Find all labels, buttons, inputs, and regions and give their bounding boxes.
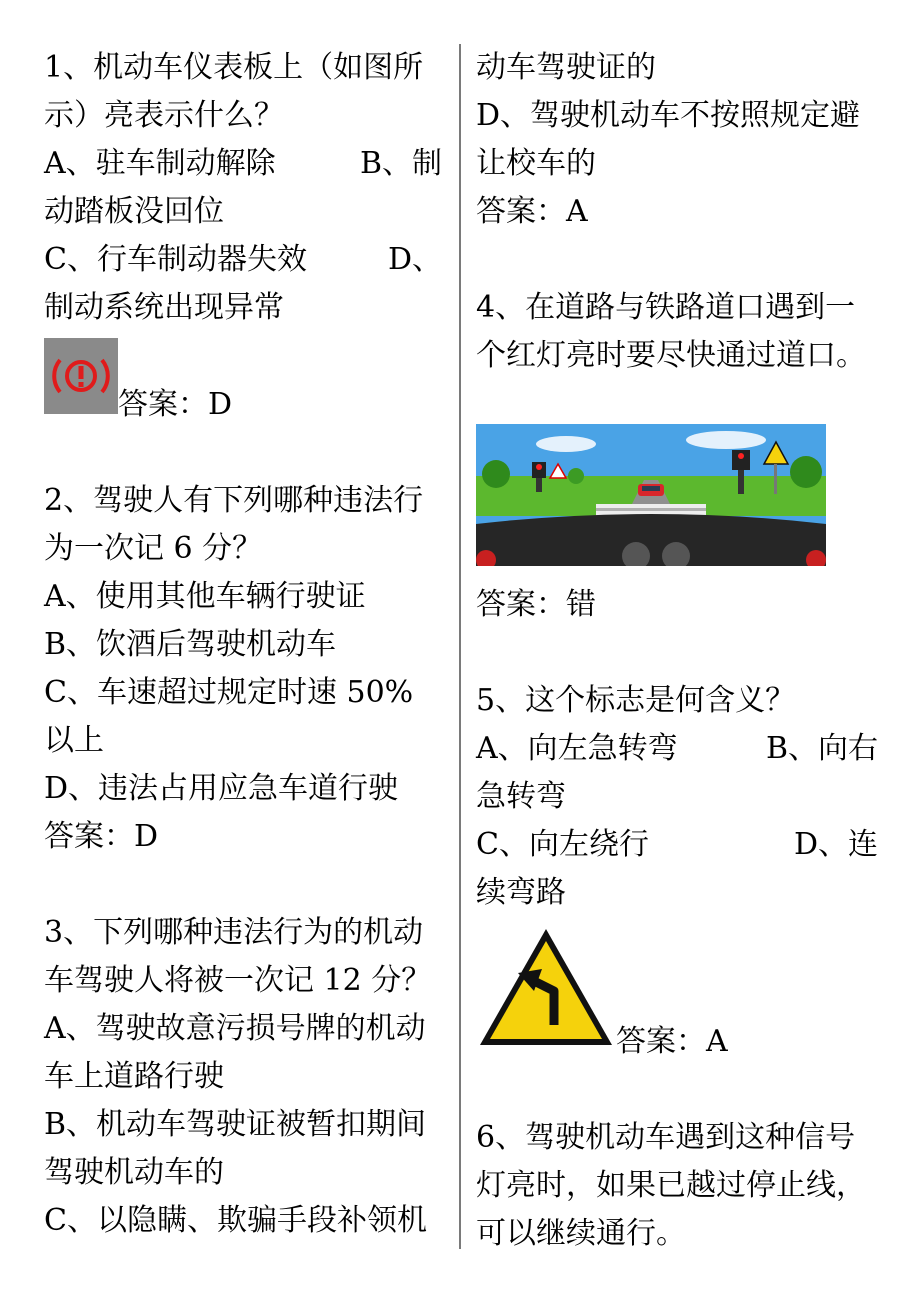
q5-option-c: C、向左绕行 <box>476 827 649 862</box>
q5-question: 5、这个标志是何含义？ <box>476 683 796 718</box>
q5-option-d: D、连 <box>793 827 878 862</box>
q1-option-a: A、驻车制动解除 <box>44 146 276 181</box>
q2-question-line-1: 2、驾驶人有下列哪种违法行 <box>44 483 424 518</box>
q2-option-a: A、使用其他车辆行驶证 <box>44 579 366 614</box>
q2-answer: 答案：D <box>44 819 159 854</box>
q5-option-b-cont: 急转弯 <box>476 779 566 814</box>
q5-answer: 答案：A <box>616 1024 728 1059</box>
q1-question-line-1: 1、机动车仪表板上（如图所 <box>44 50 424 85</box>
q6-question-line-3: 可以继续通行。 <box>476 1216 686 1251</box>
q4-question-line-2: 个红灯亮时要尽快通过道口。 <box>476 338 866 373</box>
q1-question-line-2: 示）亮表示什么？ <box>44 98 284 133</box>
q3-option-b-line-1: B、机动车驾驶证被暂扣期间 <box>44 1107 427 1142</box>
q6-question-line-2: 灯亮时，如果已越过停止线， <box>476 1168 866 1203</box>
railway-crossing-scene-image <box>476 424 878 581</box>
q1-option-b-cont: 动踏板没回位 <box>44 194 224 229</box>
q3-option-a-line-1: A、驾驶故意污损号牌的机动 <box>44 1011 426 1046</box>
question-3 <box>44 909 442 1245</box>
sharp-left-turn-sign-icon <box>476 925 616 1066</box>
q6-question-line-1: 6、驾驶机动车遇到这种信号 <box>476 1120 856 1155</box>
question-3-continued <box>476 44 878 236</box>
q4-question-line-1: 4、在道路与铁路道口遇到一 <box>476 290 856 325</box>
q1-answer: 答案：D <box>118 387 233 422</box>
q3-option-a-line-2: 车上道路行驶 <box>44 1059 224 1094</box>
q2-option-c-line-2: 以上 <box>44 723 104 758</box>
column-divider <box>459 44 461 1249</box>
q3-answer: 答案：A <box>476 194 588 229</box>
q3-option-d-line-2: 让校车的 <box>476 146 596 181</box>
q4-answer: 答案：错 <box>476 587 596 622</box>
brake-warning-icon <box>44 338 118 429</box>
q2-option-c-line-1: C、车速超过规定时速 50% <box>44 675 414 710</box>
q1-option-d-cont: 制动系统出现异常 <box>44 290 284 325</box>
q5-option-b: B、向右 <box>765 731 878 766</box>
question-4 <box>476 284 878 629</box>
q1-option-d: D、 <box>387 242 442 277</box>
question-1 <box>44 44 442 429</box>
q3-option-b-line-2: 驾驶机动车的 <box>44 1155 224 1190</box>
q5-icon-answer-row <box>476 925 878 1066</box>
q1-options-cd <box>44 236 442 284</box>
q1-option-b: B、制 <box>359 146 442 181</box>
q3-question-line-1: 3、下列哪种违法行为的机动 <box>44 915 424 950</box>
question-5 <box>476 677 878 1066</box>
q1-options-ab <box>44 140 442 188</box>
q1-icon-answer-row <box>44 338 442 429</box>
q1-option-c: C、行车制动器失效 <box>44 242 307 277</box>
q5-option-a: A、向左急转弯 <box>476 731 678 766</box>
q2-option-b: B、饮酒后驾驶机动车 <box>44 627 337 662</box>
right-column <box>476 44 878 1258</box>
q2-question-line-2: 为一次记 6 分？ <box>44 531 263 566</box>
q5-option-d-cont: 续弯路 <box>476 875 566 910</box>
q2-option-d: D、违法占用应急车道行驶 <box>44 771 399 806</box>
question-2 <box>44 477 442 861</box>
q3-option-c: C、以隐瞒、欺骗手段补领机 <box>44 1203 427 1238</box>
question-6 <box>476 1114 878 1258</box>
q3-option-c-cont: 动车驾驶证的 <box>476 50 656 85</box>
left-column <box>44 44 442 1245</box>
q3-question-line-2: 车驾驶人将被一次记 12 分？ <box>44 963 432 998</box>
q5-options-cd <box>476 821 878 869</box>
q3-option-d-line-1: D、驾驶机动车不按照规定避 <box>476 98 861 133</box>
q5-options-ab <box>476 725 878 773</box>
